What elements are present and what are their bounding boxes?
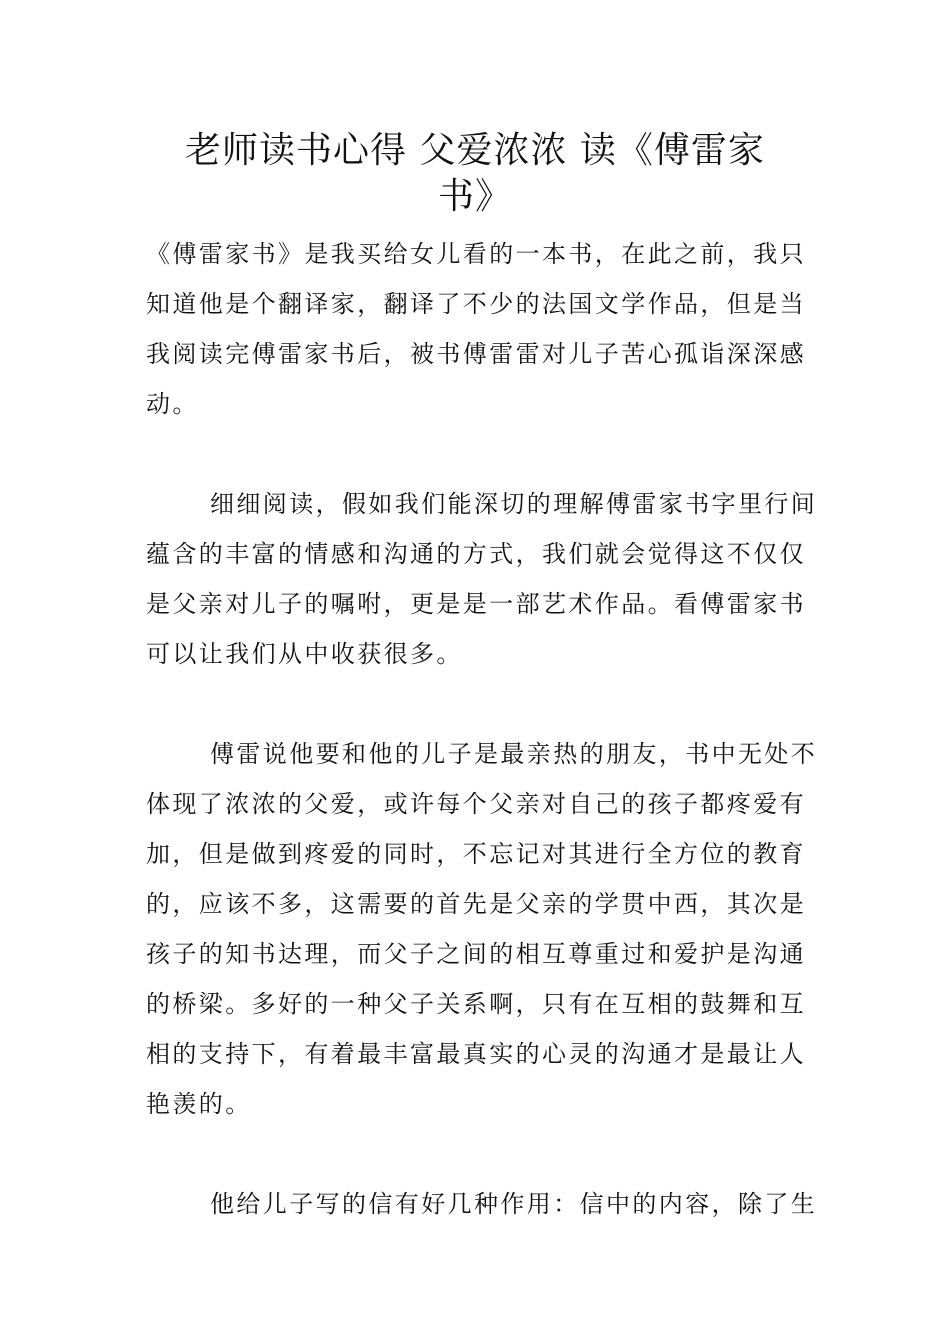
text-line: 加，但是做到疼爱的同时，不忘记对其进行全方位的教育 [146, 840, 806, 868]
document-title [0, 128, 950, 220]
text-line: 他给儿子写的信有好几种作用：信中的内容，除了生 [210, 1190, 818, 1218]
paragraph-4 [146, 1179, 818, 1229]
paragraph-2 [146, 479, 818, 679]
text-line: 的桥梁。多好的一种父子关系啊，只有在互相的鼓舞和互 [146, 990, 806, 1018]
title-line: 老师读书心得 父爱浓浓 读《傅雷家 [185, 130, 765, 171]
paragraph-1 [146, 229, 806, 429]
text-line: 动。 [146, 390, 199, 418]
text-line: 细细阅读，假如我们能深切的理解傅雷家书字里行间 [210, 490, 818, 518]
text-line: 相的支持下，有着最丰富最真实的心灵的沟通才是最让人 [146, 1040, 806, 1068]
text-line: 我阅读完傅雷家书后，被书傅雷雷对儿子苦心孤诣深深感 [146, 340, 806, 368]
text-line: 《傅雷家书》是我买给女儿看的一本书，在此之前，我只 [146, 240, 806, 268]
paragraph-spacer [146, 429, 806, 479]
paragraph-spacer [146, 679, 806, 729]
text-line: 的，应该不多，这需要的首先是父亲的学贯中西，其次是 [146, 890, 806, 918]
text-line: 知道他是个翻译家，翻译了不少的法国文学作品，但是当 [146, 290, 806, 318]
text-line: 傅雷说他要和他的儿子是最亲热的朋友，书中无处不 [210, 740, 818, 768]
title-line: 书》 [437, 176, 512, 217]
text-line: 是父亲对儿子的嘱咐，更是是一部艺术作品。看傅雷家书 [146, 590, 806, 618]
paragraph-3 [146, 729, 818, 1129]
document-body [146, 229, 818, 1229]
text-line: 孩子的知书达理，而父子之间的相互尊重过和爱护是沟通 [146, 940, 806, 968]
text-line: 艳羡的。 [146, 1090, 252, 1118]
text-line: 蕴含的丰富的情感和沟通的方式，我们就会觉得这不仅仅 [146, 540, 806, 568]
paragraph-spacer [146, 1129, 806, 1179]
text-line: 可以让我们从中收获很多。 [146, 640, 463, 668]
text-line: 体现了浓浓的父爱，或许每个父亲对自己的孩子都疼爱有 [146, 790, 806, 818]
